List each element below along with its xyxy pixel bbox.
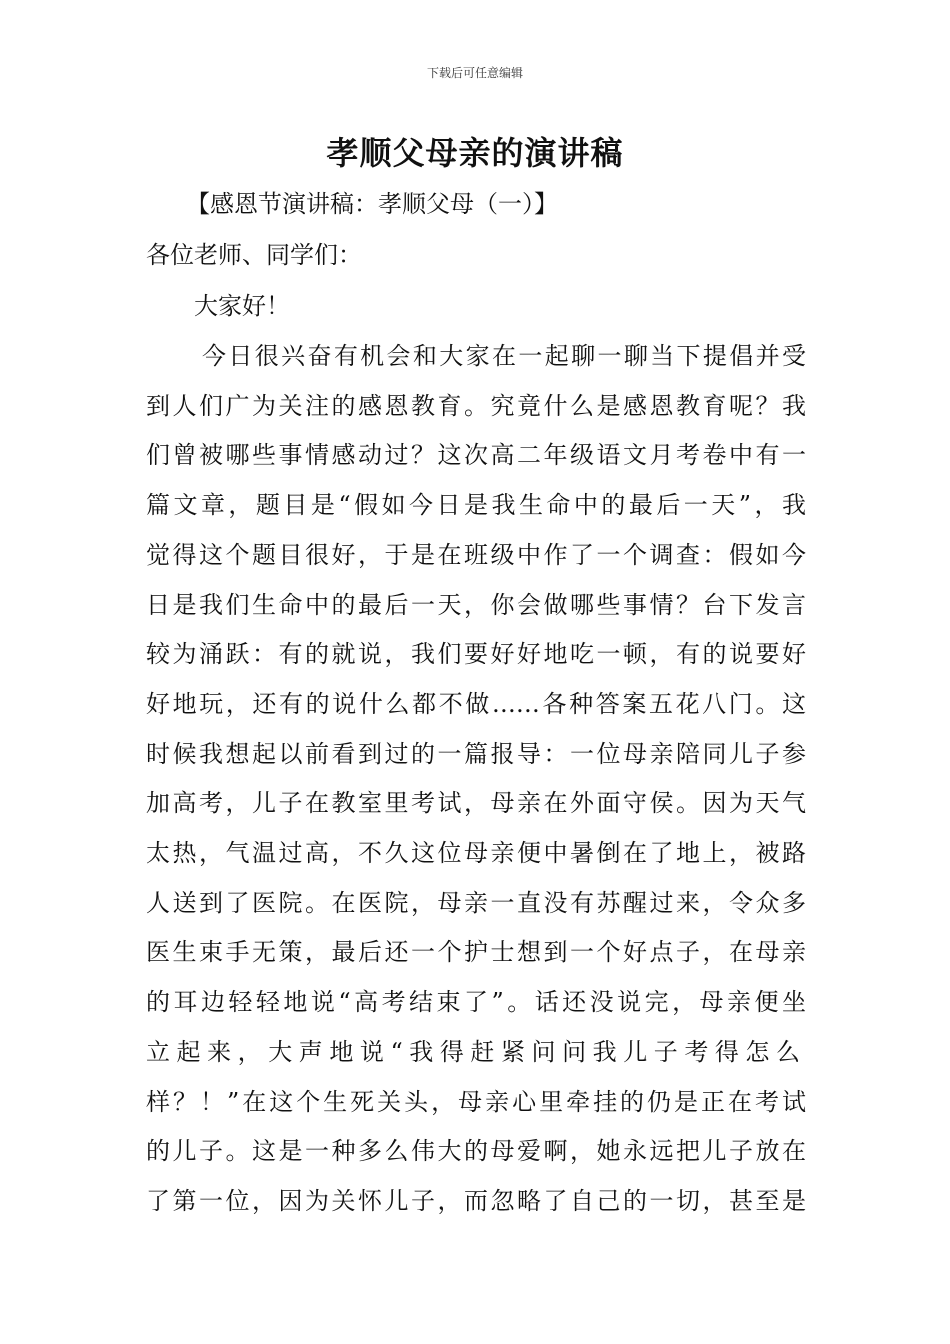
paragraph-line: 较为涌跃：有的就说，我们要好好地吃一顿，有的说要好 xyxy=(146,640,806,669)
paragraph-line: 加高考，儿子在教室里考试，母亲在外面守侯。因为天气 xyxy=(146,789,806,818)
paragraph-line: 时候我想起以前看到过的一篇报导：一位母亲陪同儿子参 xyxy=(146,739,806,768)
opening-greeting: 大家好！ xyxy=(194,292,290,320)
paragraph-line: 人送到了医院。在医院，母亲一直没有苏醒过来，令众多 xyxy=(146,888,806,917)
paragraph-line: 太热，气温过高，不久这位母亲便中暑倒在了地上，被路 xyxy=(146,839,806,868)
paragraph-line: 医生束手无策，最后还一个护士想到一个好点子，在母亲 xyxy=(146,938,806,967)
document-title: 孝顺父母亲的演讲稿 xyxy=(326,134,624,172)
paragraph-line: 们曾被哪些事情感动过？这次高二年级语文月考卷中有一 xyxy=(146,441,806,470)
paragraph-line: 篇文章，题目是“假如今日是我生命中的最后一天”，我 xyxy=(146,491,806,520)
paragraph-line: 立起来，大声地说“我得赶紧问问我儿子考得怎么 xyxy=(146,1037,806,1066)
salutation: 各位老师、同学们： xyxy=(146,241,362,269)
header-note: 下载后可任意编辑 xyxy=(426,66,523,80)
paragraph-line: 今日很兴奋有机会和大家在一起聊一聊当下提倡并受 xyxy=(202,342,806,370)
paragraph-line: 了第一位，因为关怀儿子，而忽略了自己的一切，甚至是 xyxy=(146,1186,806,1215)
paragraph-line: 的儿子。这是一种多么伟大的母爱啊，她永远把儿子放在 xyxy=(146,1137,806,1166)
paragraph-line: 日是我们生命中的最后一天，你会做哪些事情？台下发言 xyxy=(146,590,806,619)
paragraph-line: 觉得这个题目很好，于是在班级中作了一个调查：假如今 xyxy=(146,540,806,569)
paragraph-line: 到人们广为关注的感恩教育。究竟什么是感恩教育呢？我 xyxy=(146,391,806,420)
paragraph-line: 样？！”在这个生死关头，母亲心里牵挂的仍是正在考试 xyxy=(146,1087,806,1116)
paragraph-line: 好地玩，还有的说什么都不做……各种答案五花八门。这 xyxy=(146,689,806,718)
paragraph-line: 的耳边轻轻地说“高考结束了”。话还没说完，母亲便坐 xyxy=(146,988,806,1017)
document-subtitle: 【感恩节演讲稿：孝顺父母（一）】 xyxy=(186,190,558,218)
body-paragraph xyxy=(146,332,806,1227)
